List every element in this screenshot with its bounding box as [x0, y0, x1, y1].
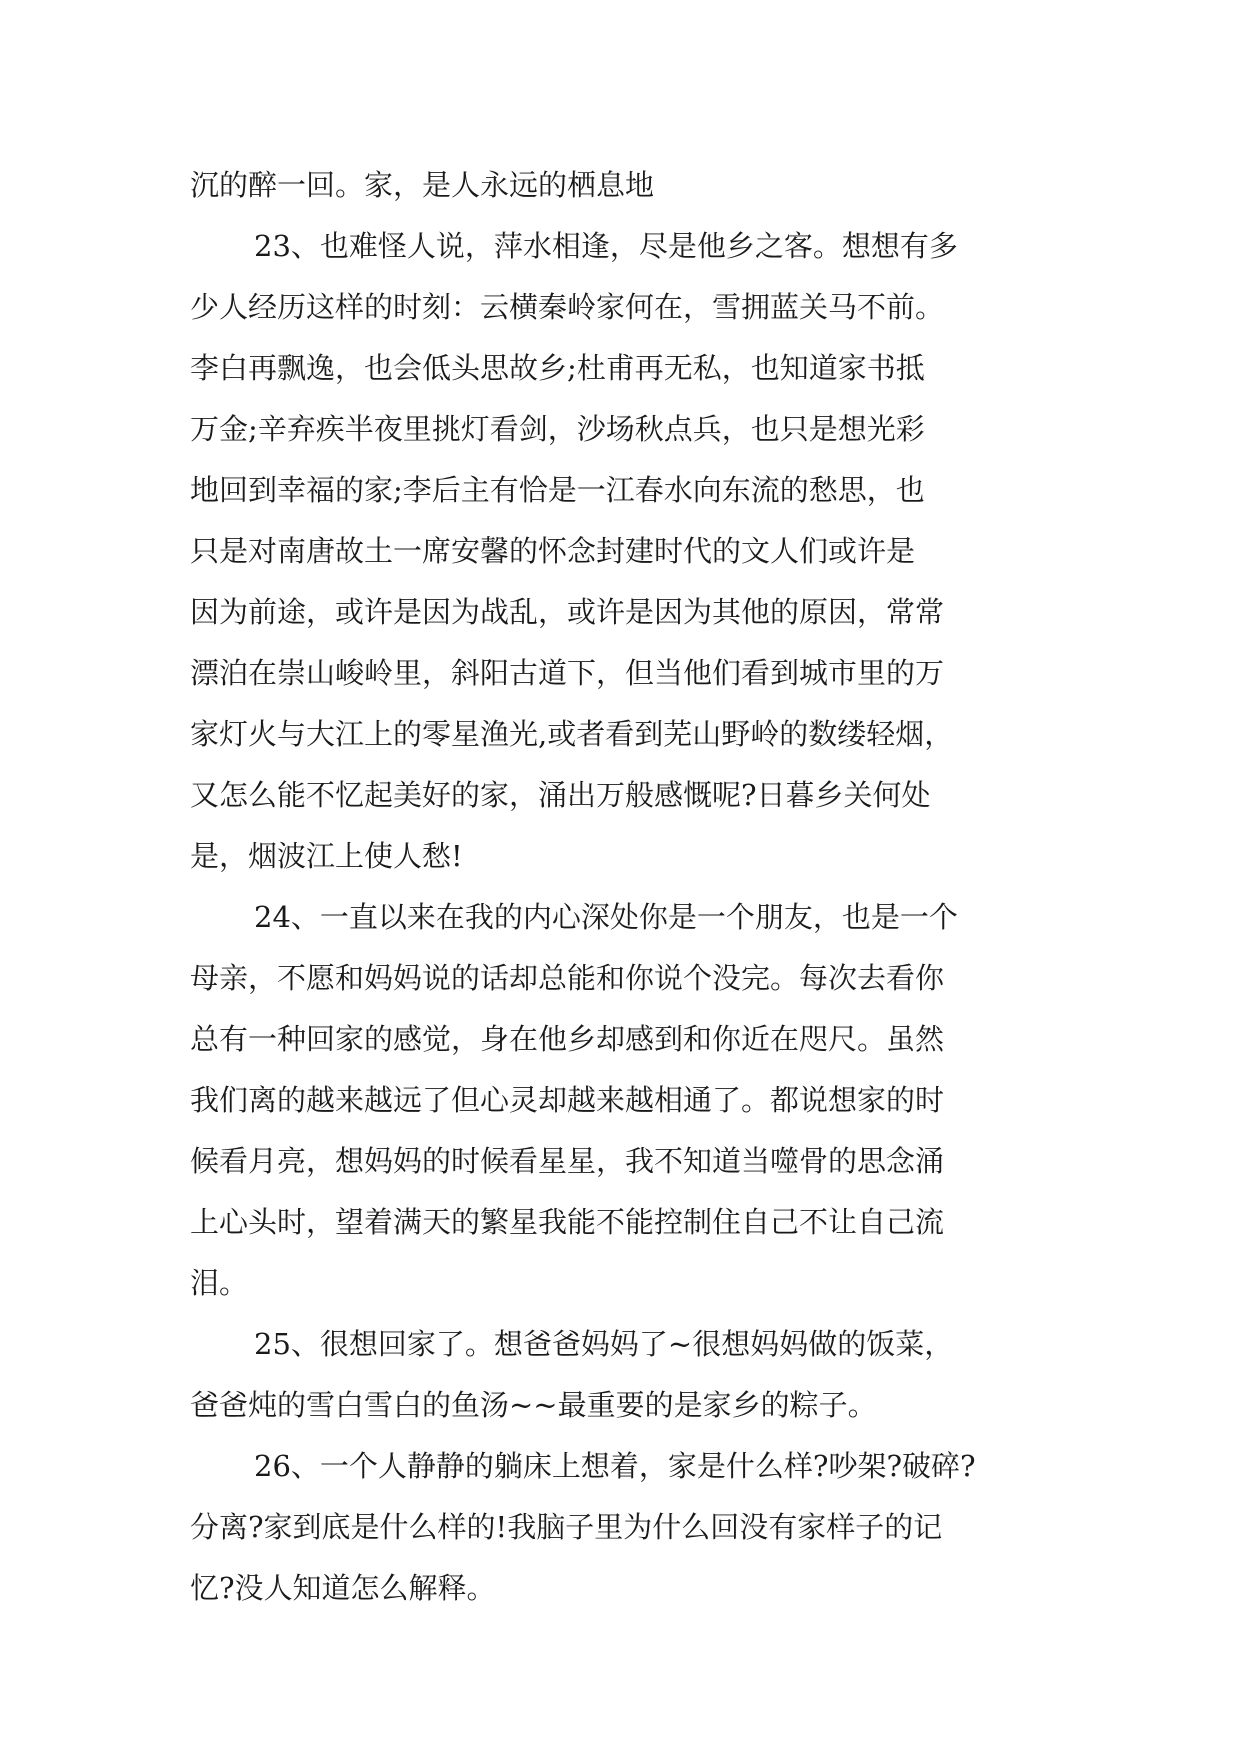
text-line: 少人经历这样的时刻：云横秦岭家何在，雪拥蓝关马不前。	[190, 290, 945, 324]
paragraph-25-start: 25、很想回家了。想爸爸妈妈了~很想妈妈做的饭菜，	[254, 1327, 954, 1361]
paragraph-26-start: 26、一个人静静的躺床上想着，家是什么样?吵架?破碎?	[254, 1449, 976, 1483]
text-line: 因为前途，或许是因为战乱，或许是因为其他的原因，常常	[190, 595, 945, 629]
document-body	[190, 155, 1060, 1619]
text-line: 是，烟波江上使人愁!	[190, 839, 463, 873]
text-line: 又怎么能不忆起美好的家，涌出万般感慨呢?日暮乡关何处	[190, 778, 931, 812]
text-line: 沉的醉一回。家，是人永远的栖息地	[190, 168, 655, 202]
text-line: 李白再飘逸，也会低头思故乡;杜甫再无私，也知道家书抵	[190, 351, 925, 385]
text-line: 泪。	[190, 1266, 249, 1300]
text-line: 上心头时，望着满天的繁星我能不能控制住自己不让自己流	[190, 1205, 945, 1239]
text-line: 候看月亮，想妈妈的时候看星星，我不知道当噬骨的思念涌	[190, 1144, 945, 1178]
text-line: 只是对南唐故土一席安馨的怀念封建时代的文人们或许是	[190, 534, 916, 568]
text-line: 地回到幸福的家;李后主有恰是一江春水向东流的愁思，也	[190, 473, 925, 507]
text-line: 忆?没人知道怎么解释。	[190, 1571, 496, 1605]
paragraph-24-start: 24、一直以来在我的内心深处你是一个朋友，也是一个	[254, 900, 958, 934]
text-line: 我们离的越来越远了但心灵却越来越相通了。都说想家的时	[190, 1083, 945, 1117]
text-line: 总有一种回家的感觉，身在他乡却感到和你近在咫尺。虽然	[190, 1022, 945, 1056]
text-line: 家灯火与大江上的零星渔光,或者看到芜山野岭的数缕轻烟，	[190, 717, 954, 751]
paragraph-23-start: 23、也难怪人说，萍水相逢，尽是他乡之客。想想有多	[254, 229, 958, 263]
text-line: 万金;辛弃疾半夜里挑灯看剑，沙场秋点兵，也只是想光彩	[190, 412, 925, 446]
text-line: 分离?家到底是什么样的!我脑子里为什么回没有家样子的记	[190, 1510, 943, 1544]
text-line: 爸爸炖的雪白雪白的鱼汤~~最重要的是家乡的粽子。	[190, 1388, 877, 1422]
text-line: 母亲，不愿和妈妈说的话却总能和你说个没完。每次去看你	[190, 961, 945, 995]
text-line: 漂泊在崇山峻岭里，斜阳古道下，但当他们看到城市里的万	[190, 656, 945, 690]
